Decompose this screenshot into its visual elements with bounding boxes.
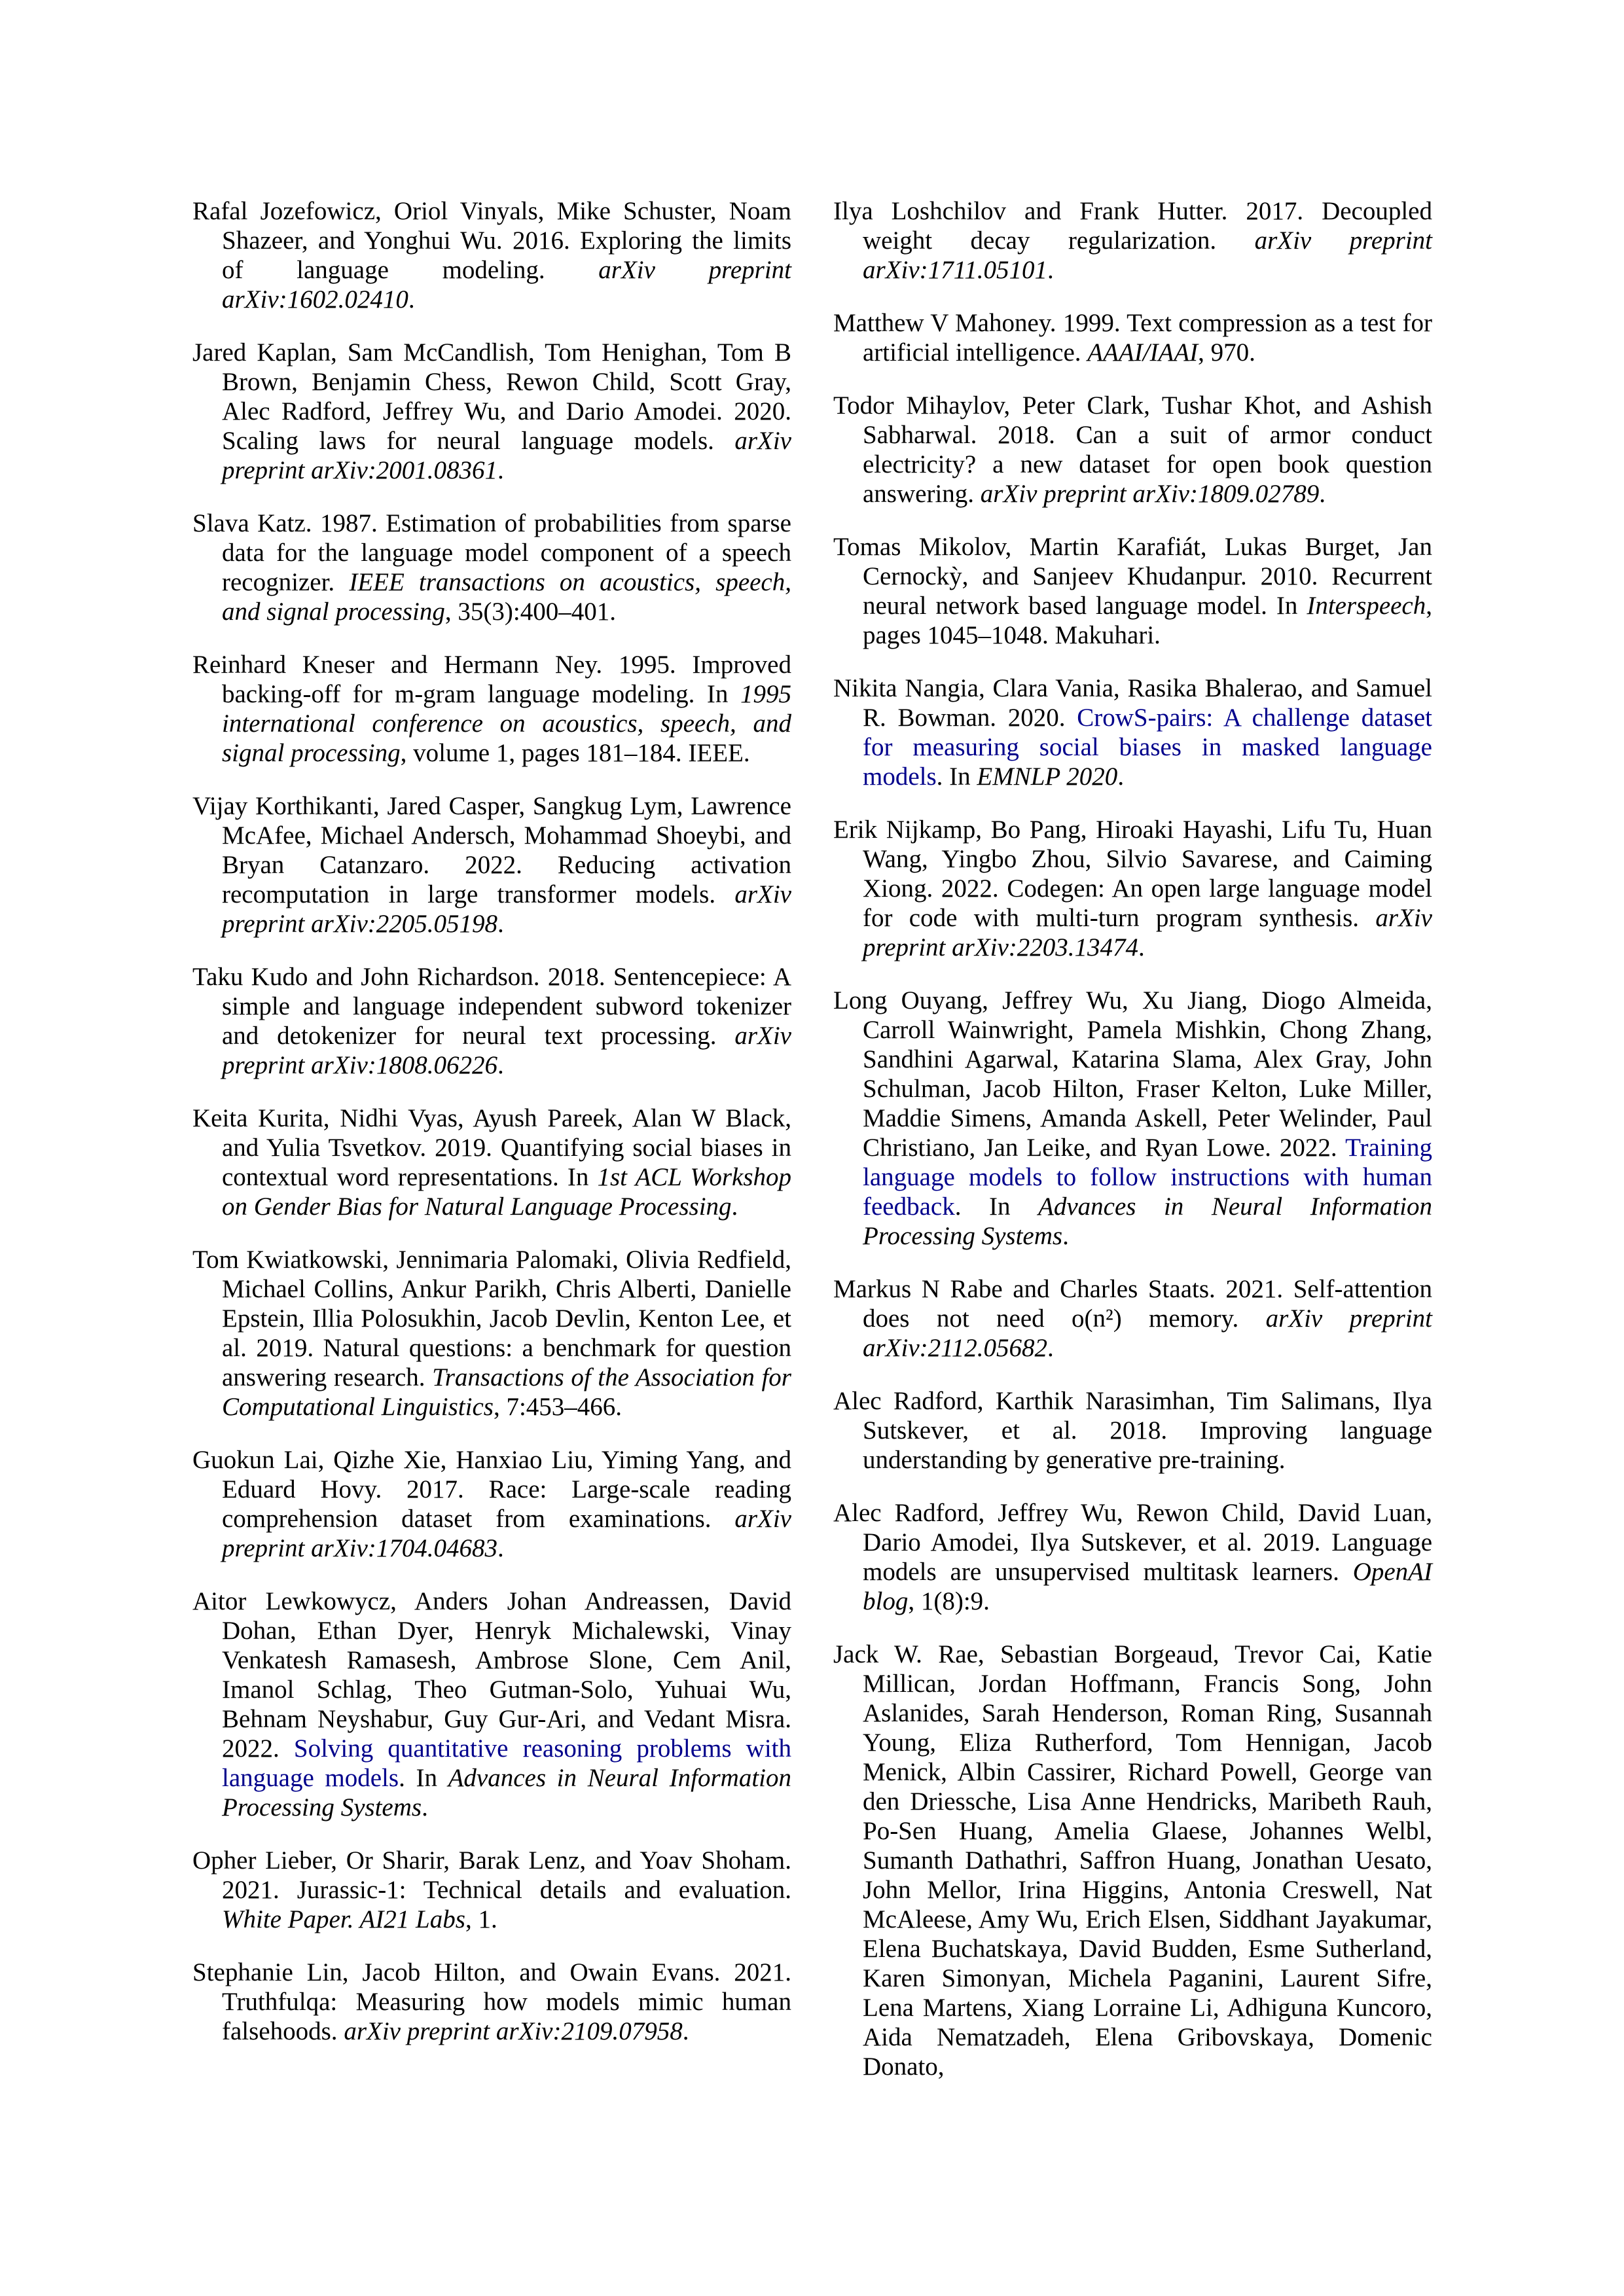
reference-entry: Matthew V Mahoney. 1999. Text compression as a test for artificial intelligence. AAAI/IAAI, 970. xyxy=(833,309,1432,367)
reference-entry: Markus N Rabe and Charles Staats. 2021. Self-attention does not need o(n²) memory. arXiv preprint arXiv:2112.05682. xyxy=(833,1275,1432,1362)
reference-entry: Nikita Nangia, Clara Vania, Rasika Bhalerao, and Samuel R. Bowman. 2020. CrowS-pairs: A challenge dataset for measuring social biases in masked language models. In EMNLP 2020. xyxy=(833,674,1432,791)
reference-link[interactable]: Solving quantitative reasoning problems with language models xyxy=(222,1734,791,1792)
reference-entry: Keita Kurita, Nidhi Vyas, Ayush Pareek, Alan W Black, and Yulia Tsvetkov. 2019. Quantifying social biases in contextual word representations. In 1st ACL Workshop on Gender Bias for Natural Language Processing. xyxy=(192,1104,791,1221)
reference-entry: Rafal Jozefowicz, Oriol Vinyals, Mike Schuster, Noam Shazeer, and Yonghui Wu. 2016. Exploring the limits of language modeling. arXiv preprint arXiv:1602.02410. xyxy=(192,197,791,314)
references-right-column xyxy=(833,196,1432,2105)
reference-entry: Taku Kudo and John Richardson. 2018. Sentencepiece: A simple and language independent subword tokenizer and detokenizer for neural text processing. arXiv preprint arXiv:1808.06226. xyxy=(192,963,791,1079)
reference-entry: Vijay Korthikanti, Jared Casper, Sangkug Lym, Lawrence McAfee, Michael Andersch, Mohammad Shoeybi, and Bryan Catanzaro. 2022. Reducing activation recomputation in large transformer models. arXiv preprint arXiv:2205.05198. xyxy=(192,792,791,938)
reference-entry: Alec Radford, Karthik Narasimhan, Tim Salimans, Ilya Sutskever, et al. 2018. Improving language understanding by generative pre-training. xyxy=(833,1387,1432,1474)
reference-entry: Aitor Lewkowycz, Anders Johan Andreassen, David Dohan, Ethan Dyer, Henryk Michalewski, Vinay Venkatesh Ramasesh, Ambrose Slone, Cem Anil, Imanol Schlag, Theo Gutman-Solo, Yuhuai Wu, Behnam Neyshabur, Guy Gur-Ari, and Vedant Misra. 2022. Solving quantitative reasoning problems with language models. In Advances in Neural Information Processing Systems. xyxy=(192,1587,791,1821)
reference-entry: Todor Mihaylov, Peter Clark, Tushar Khot, and Ashish Sabharwal. 2018. Can a suit of armor conduct electricity? a new dataset for open book question answering. arXiv preprint arXiv:1809.02789. xyxy=(833,391,1432,508)
reference-link[interactable]: Training language models to follow instructions with human feedback xyxy=(863,1134,1432,1221)
reference-entry: Tom Kwiatkowski, Jennimaria Palomaki, Olivia Redfield, Michael Collins, Ankur Parikh, Chris Alberti, Danielle Epstein, Illia Polosukhin, Jacob Devlin, Kenton Lee, et al. 2019. Natural questions: a benchmark for question answering research. Transactions of the Association for Computational Linguistics, 7:453–466. xyxy=(192,1246,791,1421)
references-left-column xyxy=(192,196,791,2070)
reference-entry: Jack W. Rae, Sebastian Borgeaud, Trevor Cai, Katie Millican, Jordan Hoffmann, Francis Song, John Aslanides, Sarah Henderson, Roman Ring, Susannah Young, Eliza Rutherford, Tom Hennigan, Jacob Menick, Albin Cassirer, Richard Powell, George van den Driessche, Lisa Anne Hendricks, Maribeth Rauh, Po-Sen Huang, Amelia Glaese, Johannes Welbl, Sumanth Dathathri, Saffron Huang, Jonathan Uesato, John Mellor, Irina Higgins, Antonia Creswell, Nat McAleese, Amy Wu, Erich Elsen, Siddhant Jayakumar, Elena Buchatskaya, David Budden, Esme Sutherland, Karen Simonyan, Michela Paganini, Laurent Sifre, Lena Martens, Xiang Lorraine Li, Adhiguna Kuncoro, Aida Nematzadeh, Elena Gribovskaya, Domenic Donato, xyxy=(833,1640,1432,2081)
reference-link[interactable]: CrowS-pairs: A challenge dataset for measuring social biases in masked language models xyxy=(863,704,1432,791)
reference-entry: Erik Nijkamp, Bo Pang, Hiroaki Hayashi, Lifu Tu, Huan Wang, Yingbo Zhou, Silvio Savarese, and Caiming Xiong. 2022. Codegen: An open large language model for code with multi-turn program synthesis. arXiv preprint arXiv:2203.13474. xyxy=(833,816,1432,961)
reference-entry: Jared Kaplan, Sam McCandlish, Tom Henighan, Tom B Brown, Benjamin Chess, Rewon Child, Scott Gray, Alec Radford, Jeffrey Wu, and Dario Amodei. 2020. Scaling laws for neural language models. arXiv preprint arXiv:2001.08361. xyxy=(192,338,791,484)
reference-entry: Tomas Mikolov, Martin Karafiát, Lukas Burget, Jan Cernockỳ, and Sanjeev Khudanpur. 2010. Recurrent neural network based language model. In Interspeech, pages 1045–1048. Makuhari. xyxy=(833,533,1432,649)
reference-entry: Ilya Loshchilov and Frank Hutter. 2017. Decoupled weight decay regularization. arXiv preprint arXiv:1711.05101. xyxy=(833,197,1432,284)
reference-entry: Long Ouyang, Jeffrey Wu, Xu Jiang, Diogo Almeida, Carroll Wainwright, Pamela Mishkin, Chong Zhang, Sandhini Agarwal, Katarina Slama, Alex Gray, John Schulman, Jacob Hilton, Fraser Kelton, Luke Miller, Maddie Simens, Amanda Askell, Peter Welinder, Paul Christiano, Jan Leike, and Ryan Lowe. 2022. Training language models to follow instructions with human feedback. In Advances in Neural Information Processing Systems. xyxy=(833,986,1432,1250)
reference-entry: Reinhard Kneser and Hermann Ney. 1995. Improved backing-off for m-gram language modeling. In 1995 international conference on acoustics, speech, and signal processing, volume 1, pages 181–184. IEEE. xyxy=(192,651,791,767)
reference-entry: Opher Lieber, Or Sharir, Barak Lenz, and Yoav Shoham. 2021. Jurassic-1: Technical details and evaluation. White Paper. AI21 Labs, 1. xyxy=(192,1846,791,1933)
reference-entry: Alec Radford, Jeffrey Wu, Rewon Child, David Luan, Dario Amodei, Ilya Sutskever, et al. 2019. Language models are unsupervised multitask learners. OpenAI blog, 1(8):9. xyxy=(833,1499,1432,1615)
reference-entry: Stephanie Lin, Jacob Hilton, and Owain Evans. 2021. Truthfulqa: Measuring how models mimic human falsehoods. arXiv preprint arXiv:2109.07958. xyxy=(192,1958,791,2045)
reference-entry: Slava Katz. 1987. Estimation of probabilities from sparse data for the language model component of a speech recognizer. IEEE transactions on acoustics, speech, and signal processing, 35(3):400–401. xyxy=(192,509,791,626)
reference-entry: Guokun Lai, Qizhe Xie, Hanxiao Liu, Yiming Yang, and Eduard Hovy. 2017. Race: Large-scale reading comprehension dataset from examinations. arXiv preprint arXiv:1704.04683. xyxy=(192,1446,791,1562)
